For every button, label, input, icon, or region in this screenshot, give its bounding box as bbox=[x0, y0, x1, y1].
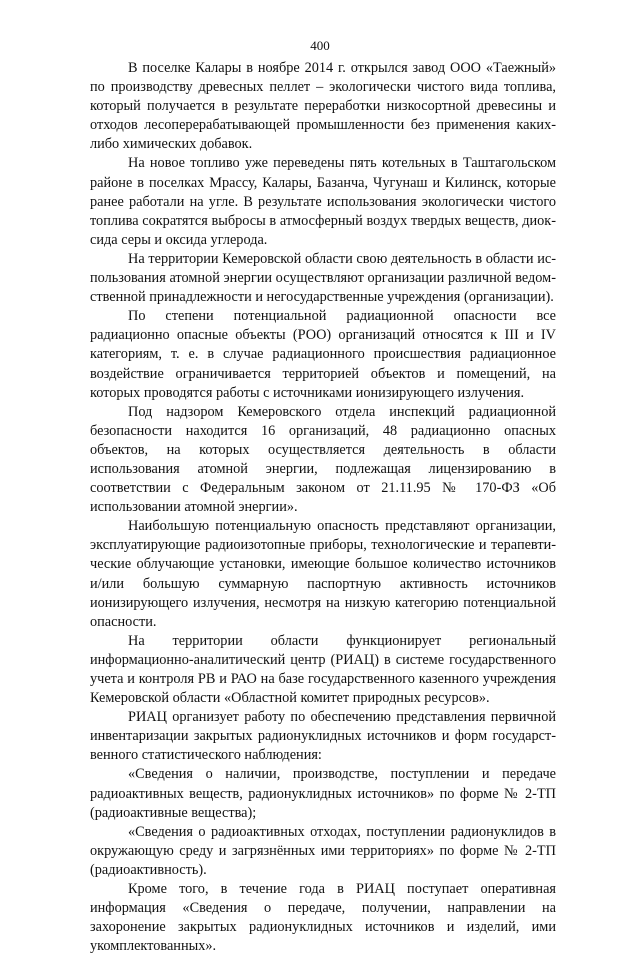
paragraph-boiler-houses: На новое топливо уже переведены пять котельных в Таштагольском районе в поселках Мрассу, Калары, Базанча, Чугунаш и Килинск, которые ранее работали на угле. В результате использования экологически чистого топлива сократятся выбросы в атмосферный воздух твердых веществ, диоксида серы и оксида углерода. bbox=[90, 155, 556, 248]
paragraph-pellet-plant: В поселке Калары в ноябре 2014 г. открылся завод ООО «Таежный» по производству древесных пеллет – экологически чистого вида топлива, который получается в результате переработки низкосортной древесины и отходов лесоперерабатывающей промышленности без применения каких-либо химических добавок. bbox=[90, 60, 556, 153]
paragraph-atomic-energy-organizations: На территории Кемеровской области свою деятельность в области использования атомной энергии осуществляют организации различной ведомственной принадлежности и негосударственные учреждения (организации). bbox=[90, 250, 556, 306]
paragraph-form-radioactive-waste: «Сведения о радиоактивных отходах, поступлении радионуклидов в окружающую среду и загрязнённых ими территориях» по форме № 2-ТП (радиоактивность). bbox=[90, 823, 556, 878]
paragraph-riac-center: На территории области функционирует региональный информационно-аналитический центр (РИАЦ) в системе государственного учета и контроля РВ и РАО на базе государственного казенного учреждения Кемеровской области «Областной комитет природных ресурсов». bbox=[90, 632, 556, 707]
paragraph-riac-work: РИАЦ организует работу по обеспечению представления первичной инвентаризации закрытых радионуклидных источников и форм государственного статистического наблюдения: bbox=[90, 709, 556, 764]
document-body bbox=[90, 59, 556, 956]
paragraph-highest-hazard: Наибольшую потенциальную опасность представляют организации, эксплуатирующие радиоизотопные приборы, технологические и терапевтические облучающие установки, имеющие большое количество источников и/или большую суммарную паспортную активность источников ионизирующего излучения, несмотря на низкую категорию потенциальной опасности. bbox=[90, 518, 556, 630]
paragraph-inspection-supervision: Под надзором Кемеровского отдела инспекций радиационной безопасности находится 16 организаций, 48 радиационно опасных объектов, на которых осуществляется деятельность в области использования атомной энергии, подлежащая лицензированию в соответствии с Федеральным законом от 21.11.95 № 170-ФЗ «Об использовании атомной энергии». bbox=[90, 403, 556, 516]
paragraph-operational-information: Кроме того, в течение года в РИАЦ поступает оперативная информация «Сведения о передаче, получении, направлении на захоронение закрытых радионуклидных источников и изделий, ими укомплектованных». bbox=[90, 881, 556, 955]
page-number: 400 bbox=[310, 38, 330, 53]
paragraph-form-radioactive-substances: «Сведения о наличии, производстве, поступлении и передаче радиоактивных веществ, радионуклидных источников» по форме № 2-ТП (радиоактивные вещества); bbox=[90, 766, 556, 821]
paragraph-radiation-hazard-categories: По степени потенциальной радиационной опасности все радиационно опасные объекты (РОО) организаций относятся к III и IV категориям, т. е. в случае радиационного происшествия радиационное воздействие ограничивается территорией объектов и помещений, на которых проводятся работы с источниками ионизирующего излучения. bbox=[90, 308, 556, 401]
